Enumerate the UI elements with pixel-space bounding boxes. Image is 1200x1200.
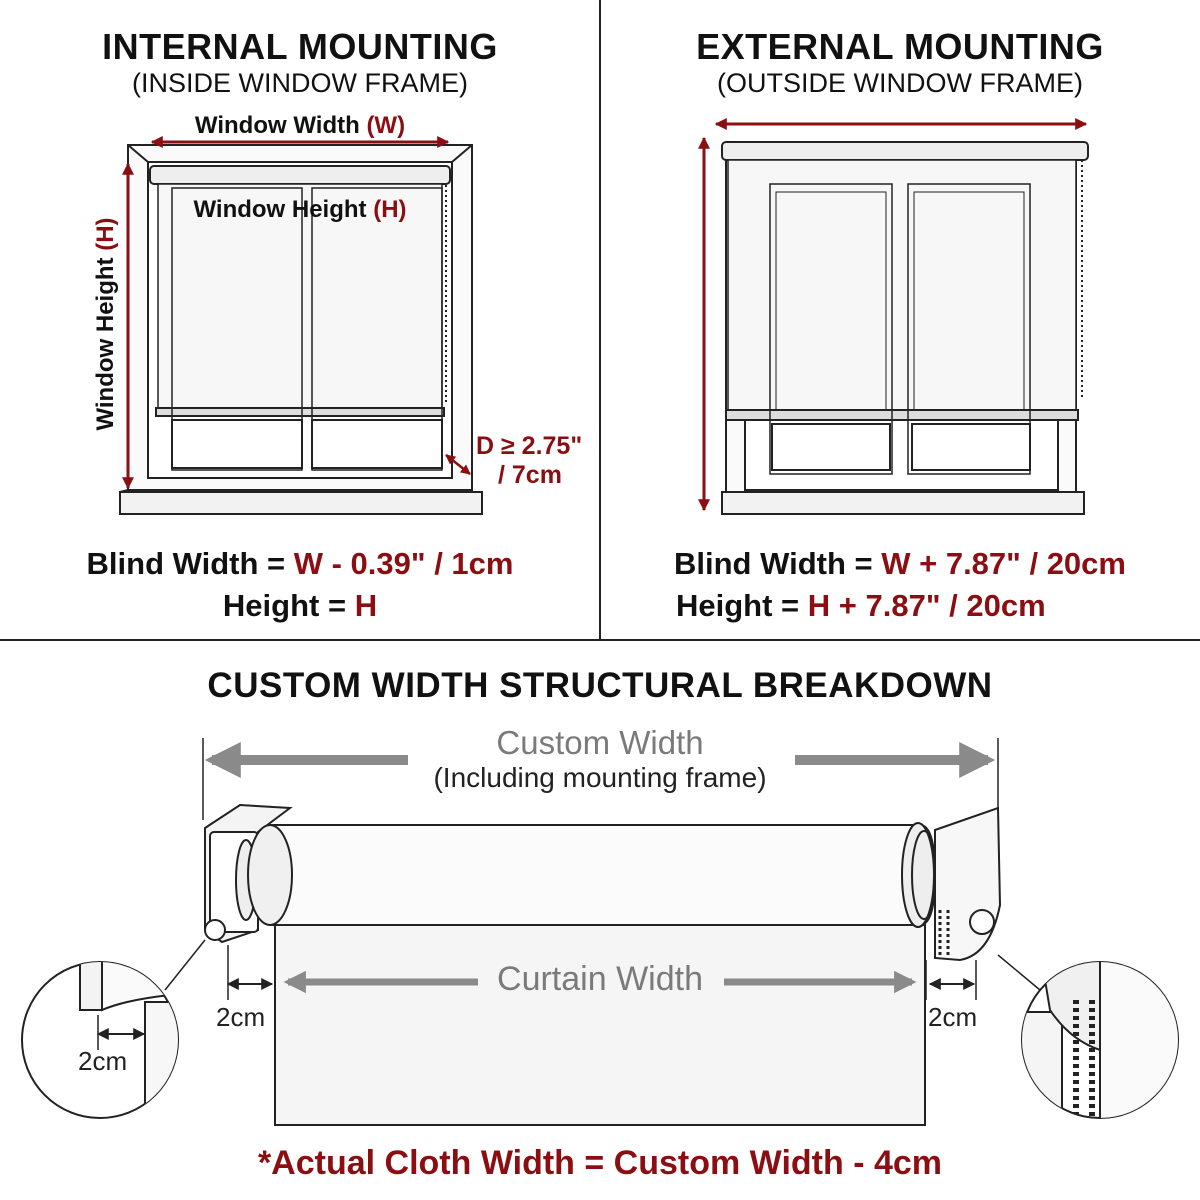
external-formula-width-value: W + 7.87" / 20cm [881, 546, 1126, 581]
internal-formula-width [0, 546, 600, 582]
internal-depth-line1: D ≥ 2.75" [476, 432, 583, 460]
internal-formula-height [0, 588, 600, 624]
internal-height-inner-symbol: (H) [373, 196, 407, 223]
right-gap-label: 2cm [928, 1002, 978, 1032]
internal-title: INTERNAL MOUNTING [102, 26, 498, 67]
left-gap-label: 2cm [216, 1002, 266, 1032]
external-subtitle: (OUTSIDE WINDOW FRAME) [717, 68, 1083, 98]
left-detail-circle [22, 938, 205, 1122]
curtain-width-label: Curtain Width [497, 960, 703, 998]
internal-subtitle: (INSIDE WINDOW FRAME) [132, 68, 468, 98]
internal-formula-height-label: Height = [222, 588, 355, 623]
internal-depth-label [476, 432, 596, 490]
internal-formula-width-value: W - 0.39" / 1cm [293, 546, 514, 581]
external-formula-height-label: Height = [676, 588, 808, 623]
internal-height-side-label [92, 164, 120, 484]
breakdown-title: CUSTOM WIDTH STRUCTURAL BREAKDOWN [207, 666, 993, 705]
cloth-width-footnote: *Actual Cloth Width = Custom Width - 4cm [257, 1144, 943, 1182]
internal-depth-line2: / 7cm [498, 461, 562, 489]
custom-width-note: (Including mounting frame) [433, 762, 767, 793]
external-title: EXTERNAL MOUNTING [696, 26, 1104, 67]
external-formula-width-label: Blind Width = [674, 546, 882, 581]
roller-tube [248, 825, 935, 925]
internal-height-side-text: Window Height [92, 257, 119, 431]
internal-formula-width-label: Blind Width = [86, 546, 294, 581]
internal-height-side-symbol: (H) [92, 217, 119, 251]
internal-width-symbol: (W) [366, 112, 406, 139]
external-formula-height-value: H + 7.87" / 20cm [807, 588, 1046, 623]
external-formula-height [676, 588, 1196, 624]
internal-formula-height-value: H [354, 588, 378, 623]
internal-width-label [100, 112, 500, 140]
external-formula-width [600, 546, 1200, 582]
detail-gap-label: 2cm [78, 1046, 128, 1076]
internal-height-inner-label [100, 196, 500, 224]
custom-width-label: Custom Width [496, 724, 704, 761]
external-window-illustration [722, 142, 1088, 514]
internal-height-inner-text: Window Height [193, 196, 367, 223]
internal-width-label-text: Window Width [194, 112, 360, 139]
curtain-cloth [275, 925, 925, 1125]
right-detail-circle [1000, 944, 1190, 1132]
